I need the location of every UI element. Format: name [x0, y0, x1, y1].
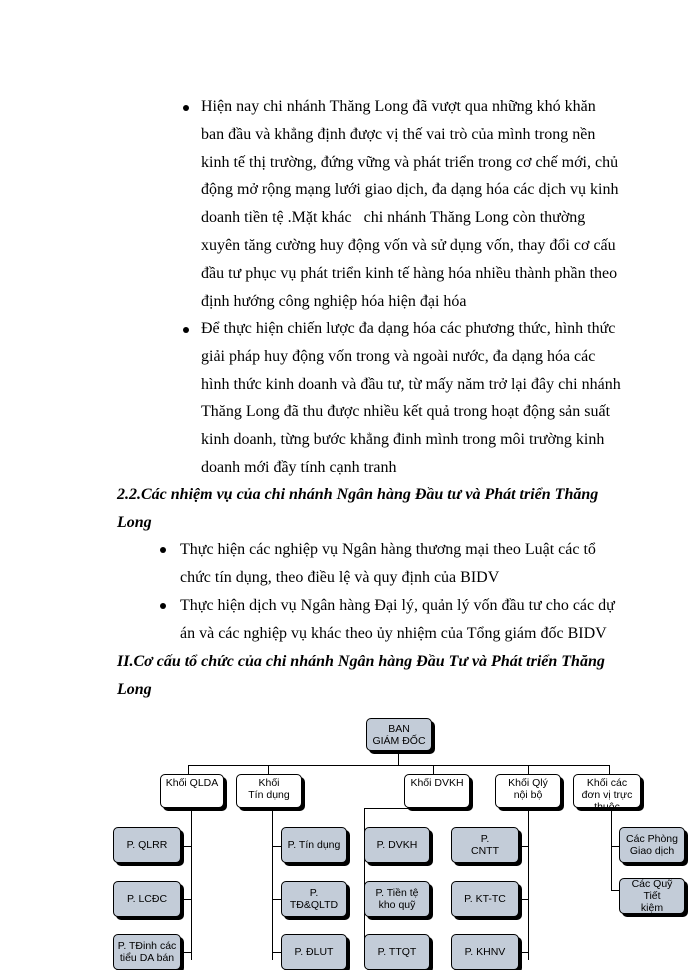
connector-line	[272, 846, 281, 847]
text-line: đầu tư phục vụ phát triển kinh tế hàng hóa nhiều thành phần theo	[201, 264, 618, 282]
node-label: Các Quỹ Tiết	[631, 878, 673, 902]
node-label: Khối	[258, 777, 280, 789]
connector-line	[272, 952, 281, 953]
node-label: đơn vị trực	[581, 789, 633, 801]
section-heading-II	[117, 648, 637, 704]
org-node-p-tin-dung	[281, 827, 347, 863]
org-node-p-khnv	[451, 934, 519, 970]
connector-line	[611, 808, 612, 890]
connector-line	[611, 890, 619, 891]
node-label: BAN	[388, 722, 410, 735]
org-node-p-kt-tc	[451, 881, 519, 917]
heading-line: II.Cơ cấu tổ chức của chi nhánh Ngân hàng Đầu Tư và Phát triển Thăng	[117, 653, 605, 670]
node-label: GIÁM ĐỐC	[372, 734, 426, 747]
org-node-p-tdinh	[113, 934, 181, 970]
paragraph-text	[180, 536, 634, 592]
node-label: P. Tín dụng	[287, 839, 341, 851]
org-node-p-tien-te-kho-quy	[364, 881, 430, 917]
org-node-khoi-qlda	[160, 774, 224, 808]
node-label: CNTT	[471, 845, 499, 857]
org-node-cac-phong-giao-dich	[619, 827, 685, 863]
node-label: Khối các	[586, 777, 628, 789]
heading-line: 2.2.Các nhiệm vụ của chi nhánh Ngân hàng Đầu tư và Phát triển Thăng	[117, 486, 599, 503]
text-line: Để thực hiện chiến lược đa dạng hóa các phương thức, hình thức	[201, 320, 616, 337]
text-line: giải pháp huy động vốn trong và ngoài nước, đa dạng hóa các	[201, 347, 596, 365]
text-line: Thực hiện dịch vụ Ngân hàng Đại lý, quản lý vốn đầu tư cho các dự	[180, 597, 615, 614]
connector-line	[272, 899, 281, 900]
text-line: chức tín dụng, theo điều lệ và quy định của BIDV	[180, 568, 500, 586]
node-label: P.	[480, 833, 490, 845]
node-label: Giao dịch	[629, 845, 675, 857]
text-line: án và các nghiệp vụ khác theo ủy nhiệm của Tổng giám đốc BIDV	[180, 624, 607, 642]
node-label: kiệm	[640, 902, 664, 914]
text-line: ban đầu và khẳng định được vị thế vai trò của mình trong nền	[201, 125, 596, 143]
node-label: P. ĐLUT	[294, 946, 334, 958]
bullet-dot	[160, 547, 166, 553]
connector-line	[272, 808, 273, 960]
node-label: Các Phòng	[626, 833, 678, 845]
org-node-p-cntt	[451, 827, 519, 863]
connector-line	[611, 846, 619, 847]
node-label: nội bộ	[513, 789, 543, 801]
node-label: P. KHNV	[464, 946, 506, 958]
text-line: hình thức kinh doanh và đầu tư, từ mấy năm trở lại đây chi nhánh	[201, 375, 621, 393]
connector-line	[364, 808, 430, 809]
org-node-p-lcdc	[113, 881, 181, 917]
node-label: Khối Qlý	[508, 777, 548, 789]
node-label: P. Tiền tệ	[375, 887, 419, 899]
org-node-p-td-qltd	[281, 881, 347, 917]
text-line: kinh tế thị trường, đứng vững và phát triển trong cơ chế mới, chủ	[201, 153, 619, 171]
connector-line	[519, 952, 529, 953]
connector-line	[181, 952, 192, 953]
connector-line	[181, 846, 192, 847]
node-label: thuộc	[594, 801, 620, 813]
bullet-dot	[183, 105, 189, 111]
connector-line	[181, 899, 192, 900]
org-node-ban-giam-doc	[366, 718, 432, 751]
org-node-p-qlrr	[113, 827, 181, 863]
bullet-dot	[160, 603, 166, 609]
org-node-khoi-dvkh	[404, 774, 470, 808]
org-node-khoi-don-vi-truc-thuoc	[573, 774, 641, 813]
node-label: P.	[309, 887, 319, 899]
heading-line: Long	[117, 681, 152, 698]
text-line: Thăng Long đã thu được nhiều kết quả trong hoạt động sản suất	[201, 403, 611, 421]
connector-line	[188, 765, 610, 766]
node-label: TĐ&QLTD	[289, 899, 339, 911]
text-line: xuyên tăng cường huy động vốn và sử dụng vốn, thay đổi cơ cấu	[201, 236, 616, 254]
node-label: tiểu DA bán	[119, 952, 175, 964]
connector-line	[528, 808, 529, 960]
org-node-cac-quy-tiet-kiem	[619, 878, 685, 914]
node-label: P. DVKH	[376, 839, 418, 851]
connector-line	[398, 751, 399, 765]
node-label: P. QLRR	[126, 839, 168, 851]
org-node-p-ttqt	[364, 934, 430, 970]
connector-line	[519, 846, 529, 847]
text-line: Hiện nay chi nhánh Thăng Long đã vượt qua những khó khăn	[201, 98, 596, 115]
text-line: doanh tiền tệ .Mặt khác chi nhánh Thăng Long còn thường	[201, 209, 586, 227]
paragraph-text	[180, 592, 634, 648]
text-line: doanh mới đầy tính cạnh tranh	[201, 458, 397, 476]
connector-line	[191, 808, 192, 960]
org-node-p-dvkh	[364, 827, 430, 863]
node-label: P. TĐinh các	[117, 940, 177, 952]
node-label: Tín dụng	[248, 789, 290, 801]
section-heading-2-2	[117, 481, 637, 537]
paragraph-text	[201, 93, 633, 315]
text-line: kinh doanh, từng bước khẳng đinh mình trong môi trường kinh	[201, 431, 605, 449]
heading-line: Long	[117, 514, 152, 531]
org-node-khoi-qly-noi-bo	[495, 774, 561, 808]
node-label: Khối DVKH	[410, 777, 464, 789]
node-label: P. KT-TC	[464, 893, 506, 905]
connector-line	[519, 899, 529, 900]
text-line: Thực hiện các nghiệp vụ Ngân hàng thương mại theo Luật các tổ	[180, 541, 596, 558]
node-label: kho quỹ	[378, 899, 416, 911]
org-node-khoi-tin-dung	[236, 774, 302, 808]
node-label: P. LCĐC	[126, 893, 168, 905]
text-line: định hướng công nghiệp hóa hiện đại hóa	[201, 292, 467, 310]
node-label: Khối QLDA	[165, 777, 219, 789]
text-line: động mở rộng mạng lưới giao dịch, đa dạng hóa các dịch vụ kinh	[201, 181, 619, 199]
bullet-dot	[183, 327, 189, 333]
paragraph-text	[201, 315, 633, 482]
node-label: P. TTQT	[377, 946, 417, 958]
org-node-p-dlut	[281, 934, 347, 970]
